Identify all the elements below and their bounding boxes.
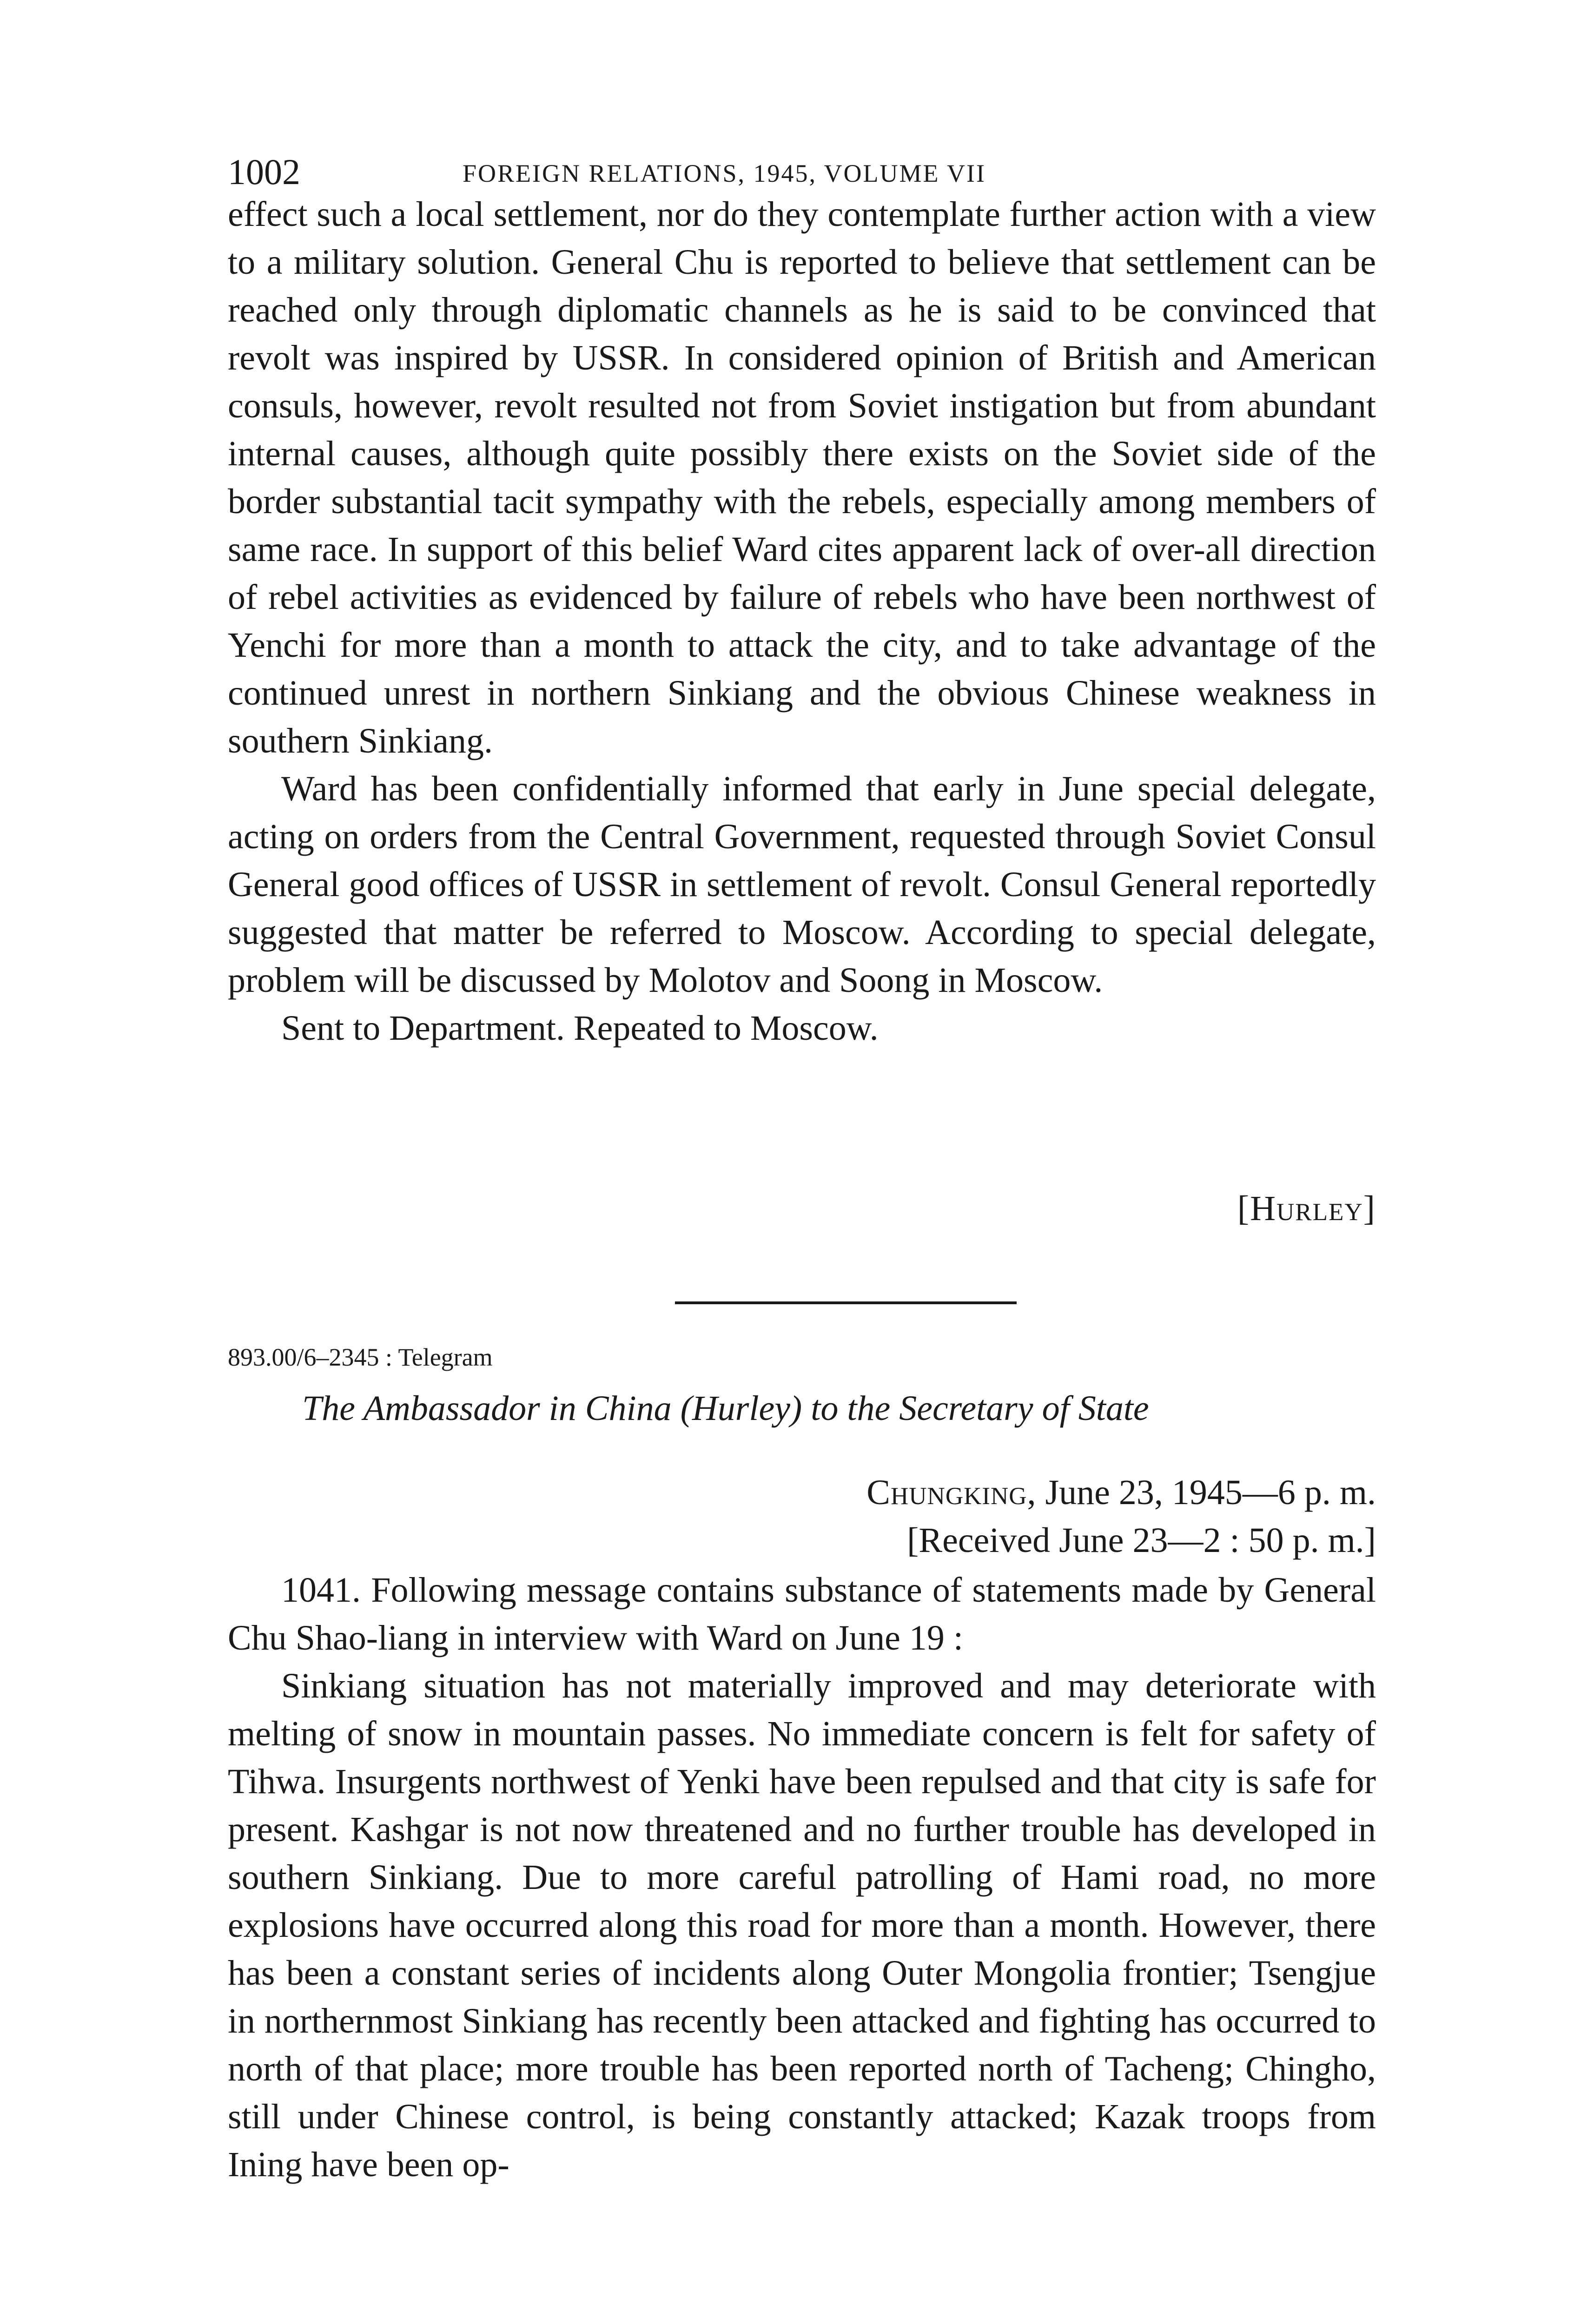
running-head [228, 149, 1376, 195]
section-divider [675, 1301, 1017, 1304]
paragraph-continued: effect such a local settlement, nor do they contemplate further action with a view to a military solution. General Chu is reported to believe that settlement can be reached only through diplomatic channels as he is said to be convinced that revolt was inspired by USSR. In considered opinion of British and American consuls, however, revolt resulted not from Soviet instigation but from abundant internal causes, although quite possibly there exists on the Soviet side of the border substantial tacit sympathy with the rebels, especially among members of same race. In support of this belief Ward cites apparent lack of over-all direction of rebel activities as evidenced by failure of rebels who have been northwest of Yenchi for more than a month to attack the city, and to take advantage of the continued unrest in northern Sinkiang and the obvious Chinese weakness in southern Sinkiang. [228, 195, 1376, 760]
dateline [632, 1469, 1376, 1565]
body-text-part2 [228, 1566, 1376, 2189]
dateline-sent [632, 1469, 1376, 1517]
dateline-place: Chungking, [866, 1473, 1037, 1512]
dateline-date: June 23, 1945—6 p. m. [1045, 1473, 1376, 1512]
document-title: The Ambassador in China (Hurley) to the Secretary of State [302, 1389, 1149, 1428]
signature-hurley: [Hurley] [1237, 1189, 1376, 1228]
document-reference: 893.00/6–2345 : Telegram [228, 1343, 493, 1371]
paragraph-sinkiang-situation: Sinkiang situation has not materially improved and may deteriorate with melting of snow in mountain passes. No immediate concern is felt for safety of Tihwa. Insurgents northwest of Yenki have been repulsed and that city is safe for present. Kashgar is not now threatened and no further trouble has developed in southern Sinkiang. Due to more careful patrolling of Hami road, no more explosions have occurred along this road for more than a month. However, there has been a constant series of incidents along Outer Mongolia frontier; Tsengjue in northernmost Sinkiang has recently been attacked and fighting has occurred to north of that place; more trouble has been reported north of Tacheng; Chingho, still under Chinese control, is being constantly attacked; Kazak troops from Ining have been op- [228, 1666, 1376, 2184]
paragraph-ward-informed: Ward has been confidentially informed that early in June special delegate, acting on orders from the Central Government, requested through Soviet Consul General good offices of USSR in settlement of revolt. Consul General reportedly suggested that matter be referred to Moscow. According to special delegate, problem will be discussed by Molotov and Soong in Moscow. [228, 769, 1376, 1000]
dateline-received: [Received June 23—2 : 50 p. m.] [907, 1521, 1376, 1560]
page-number: 1002 [228, 152, 300, 192]
paragraph-sent-to-department: Sent to Department. Repeated to Moscow. [281, 1009, 879, 1048]
body-text-part1 [228, 191, 1376, 1052]
running-head-title: FOREIGN RELATIONS, 1945, VOLUME VII [463, 159, 986, 187]
paragraph-following-message: 1041. Following message contains substance of statements made by General Chu Shao-liang in interview with Ward on June 19 : [228, 1571, 1376, 1657]
